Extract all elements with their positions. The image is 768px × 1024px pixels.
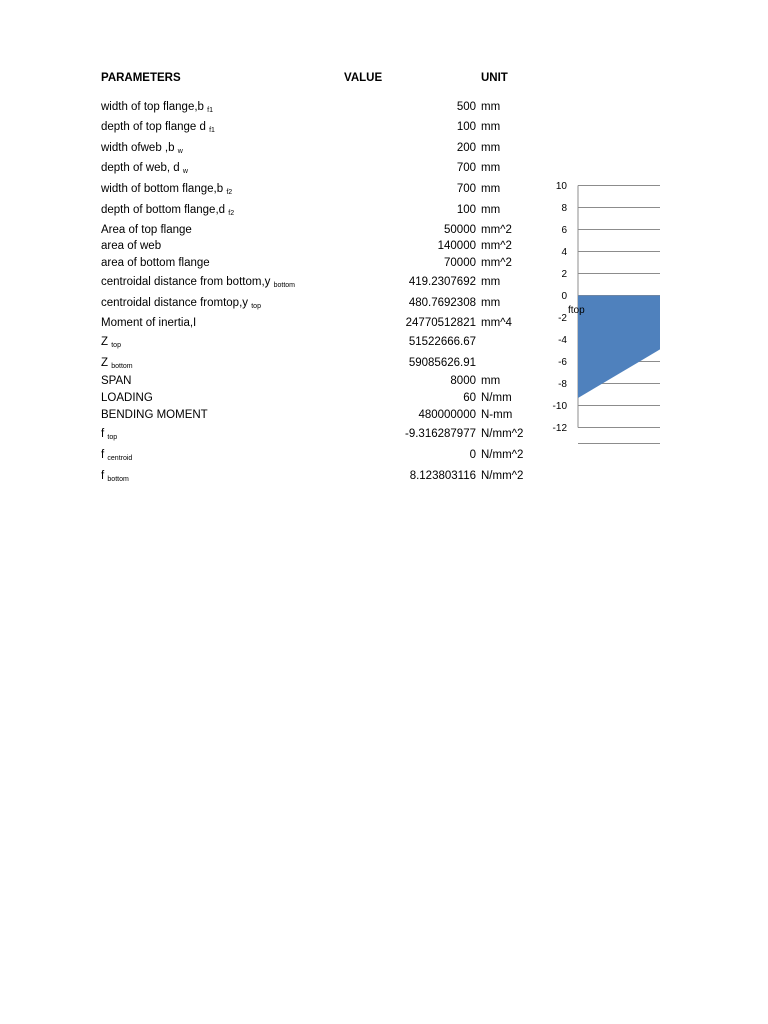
parameter-value: 51522666.67	[408, 336, 476, 348]
parameter-unit: mm^2	[481, 257, 512, 269]
y-tick-label: -4	[558, 335, 567, 346]
parameter-text: depth of bottom flange,d	[101, 204, 226, 216]
y-tick-label: -8	[558, 379, 567, 390]
parameter-unit: N/mm^2	[481, 470, 524, 482]
y-tick-label: 2	[561, 269, 567, 280]
header-row	[0, 68, 660, 88]
parameter-unit: N/mm	[481, 392, 512, 404]
y-tick-label: 8	[561, 203, 567, 214]
parameter-value: 480.7692308	[408, 297, 476, 309]
parameter-unit: N/mm^2	[481, 428, 524, 440]
parameter-unit: mm^2	[481, 224, 512, 236]
parameter-value: 70000	[444, 257, 476, 269]
parameter-subscript: bottom	[111, 363, 133, 370]
parameter-text: area of bottom flange	[101, 257, 210, 269]
y-tick-label: 4	[561, 247, 567, 258]
parameter-value: 100	[456, 204, 476, 216]
parameter-text: depth of web, d	[101, 162, 180, 174]
y-tick-label: 6	[561, 225, 567, 236]
parameter-value: 60	[463, 392, 476, 404]
parameter-value: 8.123803116	[409, 470, 476, 482]
parameter-value: 480000000	[418, 409, 476, 421]
parameter-value: 0	[469, 449, 476, 461]
y-tick-label: 0	[561, 291, 567, 302]
chart-annotation: ftop	[568, 304, 585, 316]
parameter-text: f	[101, 428, 105, 440]
parameter-unit: mm	[481, 297, 501, 309]
parameter-subscript: centroid	[107, 455, 133, 462]
parameter-subscript: bottom	[107, 476, 129, 483]
y-tick-label: 10	[555, 181, 567, 192]
y-tick-label: -12	[552, 423, 567, 434]
parameter-subscript: bottom	[273, 282, 295, 289]
y-tick-label: -10	[552, 401, 567, 412]
table-row	[0, 117, 660, 137]
parameter-value: 59085626.91	[408, 357, 476, 369]
parameter-text: centroidal distance from bottom,y	[101, 276, 271, 288]
parameter-value: 500	[456, 101, 476, 113]
parameter-subscript: top	[111, 342, 121, 349]
parameter-label	[101, 253, 210, 273]
parameter-unit: mm^2	[481, 240, 512, 252]
parameter-subscript: w	[177, 148, 183, 155]
header-parameters: PARAMETERS	[101, 72, 181, 84]
table-row	[0, 97, 660, 117]
stress-chart	[525, 170, 665, 455]
parameter-label	[101, 313, 196, 333]
parameter-value: 8000	[450, 375, 476, 387]
parameter-value: 700	[456, 162, 476, 174]
parameter-unit: mm	[481, 375, 501, 387]
parameter-text: depth of top flange d	[101, 121, 206, 133]
parameter-value: 140000	[437, 240, 476, 252]
table-row	[0, 138, 660, 158]
parameter-text: width ofweb ,b	[101, 142, 175, 154]
y-tick-label: -6	[558, 357, 567, 368]
header-unit: UNIT	[481, 72, 508, 84]
parameter-unit: mm	[481, 276, 501, 288]
parameter-unit: mm	[481, 142, 501, 154]
parameter-text: Z	[101, 357, 109, 369]
parameter-unit: mm	[481, 101, 501, 113]
parameter-value: 50000	[444, 224, 476, 236]
stress-area	[578, 296, 660, 398]
parameter-text: Moment of inertia,I	[101, 317, 197, 329]
parameter-subscript: f1	[207, 107, 213, 114]
parameter-text: width of top flange,b	[101, 101, 204, 113]
parameter-unit: mm	[481, 162, 501, 174]
parameter-text: width of bottom flange,b	[101, 183, 224, 195]
parameter-text: centroidal distance fromtop,y	[101, 297, 249, 309]
parameter-label	[101, 405, 208, 425]
parameter-text: LOADING	[101, 392, 153, 404]
parameter-subscript: f2	[228, 210, 235, 217]
header-value: VALUE	[344, 72, 383, 84]
parameter-text: BENDING MOMENT	[101, 409, 208, 421]
parameter-text: area of web	[101, 240, 162, 252]
parameter-value: 700	[456, 183, 476, 195]
parameter-unit: mm	[481, 204, 501, 216]
parameter-subscript: f1	[209, 127, 215, 134]
parameter-subscript: f2	[226, 189, 233, 196]
parameter-unit: N/mm^2	[481, 449, 524, 461]
parameter-unit: mm^4	[481, 317, 512, 329]
parameter-text: f	[101, 470, 105, 482]
parameter-value: 419.2307692	[408, 276, 476, 288]
parameter-subscript: w	[182, 168, 188, 175]
parameter-subscript: top	[251, 303, 261, 310]
parameter-text: f	[101, 449, 105, 461]
y-tick-label: -2	[558, 313, 567, 324]
parameter-unit: mm	[481, 183, 501, 195]
parameter-value: 200	[456, 142, 476, 154]
parameter-value: -9.316287977	[405, 428, 476, 440]
parameter-text: Z	[101, 336, 109, 348]
parameter-value: 100	[456, 121, 476, 133]
parameter-label	[101, 466, 129, 490]
parameter-text: Area of top flange	[101, 224, 192, 236]
parameter-unit: N-mm	[481, 409, 513, 421]
parameter-text: SPAN	[101, 375, 132, 387]
parameter-unit: mm	[481, 121, 501, 133]
table-row	[0, 466, 660, 486]
parameter-subscript: top	[107, 434, 118, 441]
parameter-value: 24770512821	[405, 317, 476, 329]
